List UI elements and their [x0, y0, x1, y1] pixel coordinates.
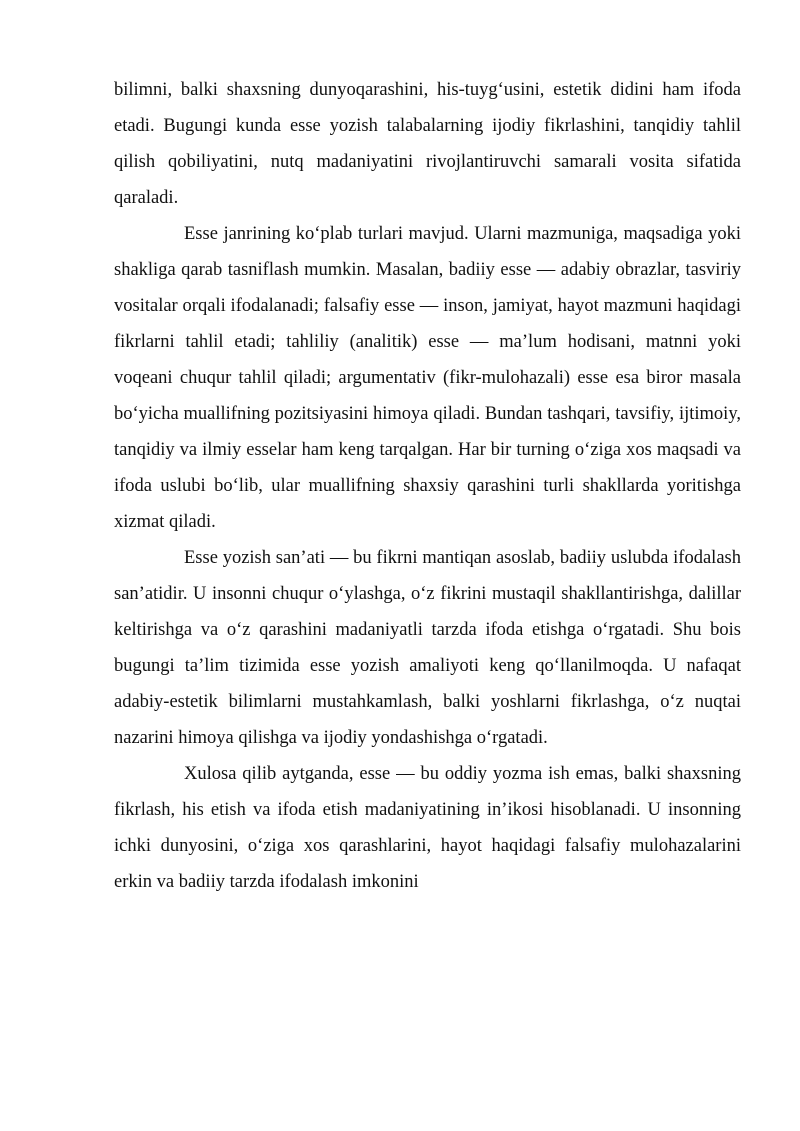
paragraph-3: Esse yozish san’ati — bu fikrni mantiqan asoslab, badiiy uslubda ifodalash san’atidir. U insonni chuqur o‘ylashga, o‘z fikrini mustaqil shakllantirishga, dalillar keltirishga va o‘z qarashini madaniyatli tarzda ifoda etishga o‘rgatadi. Shu bois bugungi ta’lim tizimida esse yozish amaliyoti keng qo‘llanilmoqda. U nafaqat adabiy-estetik bilimlarni mustahkamlash, balki yoshlarni fikrlashga, o‘z nuqtai nazarini himoya qilishga va ijodiy yondashishga o‘rgatadi.	[114, 548, 741, 748]
paragraph-4: Xulosa qilib aytganda, esse — bu oddiy yozma ish emas, balki shaxsning fikrlash, his etish va ifoda etish madaniyatining in’ikosi hisoblanadi. U insonning ichki dunyosini, o‘ziga xos qarashlarini, hayot haqidagi falsafiy mulohazalarini erkin va badiiy tarzda ifodalash imkonini	[114, 764, 741, 892]
paragraph-1: bilimni, balki shaxsning dunyoqarashini, his-tuyg‘usini, estetik didini ham ifoda etadi. Bugungi kunda esse yozish talabalarning ijodiy fikrlashini, tanqidiy tahlil qilish qobiliyatini, nutq madaniyatini rivojlantiruvchi samarali vosita sifatida qaraladi.	[114, 80, 741, 208]
document-page	[114, 72, 741, 900]
paragraph-2: Esse janrining ko‘plab turlari mavjud. Ularni mazmuniga, maqsadiga yoki shakliga qarab tasniflash mumkin. Masalan, badiiy esse — adabiy obrazlar, tasviriy vositalar orqali ifodalanadi; falsafiy esse — inson, jamiyat, hayot mazmuni haqidagi fikrlarni tahlil etadi; tahliliy (analitik) esse — ma’lum hodisani, matnni yoki voqeani chuqur tahlil qiladi; argumentativ (fikr-mulohazali) esse esa biror masala bo‘yicha muallifning pozitsiyasini himoya qiladi. Bundan tashqari, tavsifiy, ijtimoiy, tanqidiy va ilmiy esselar ham keng tarqalgan. Har bir turning o‘ziga xos maqsadi va ifoda uslubi bo‘lib, ular muallifning shaxsiy qarashini turli shakllarda yoritishga xizmat qiladi.	[114, 224, 741, 532]
